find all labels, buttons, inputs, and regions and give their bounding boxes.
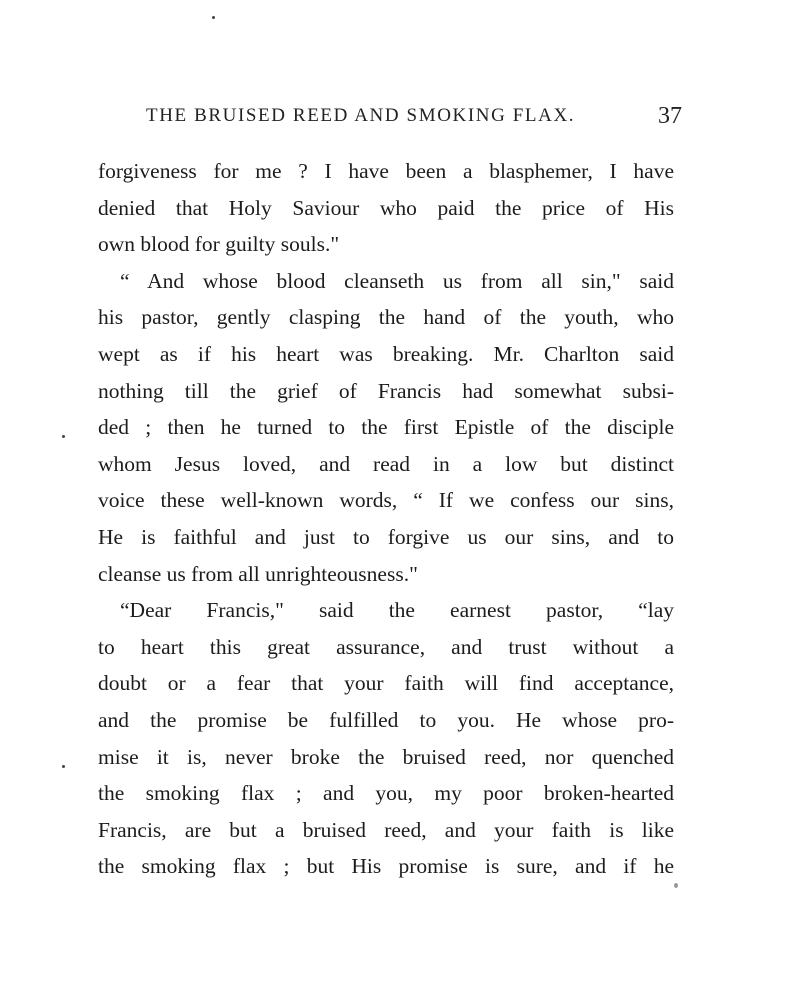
text-line: the smoking flax ; but His promise is sure, and if he — [98, 854, 674, 879]
page-number: 37 — [658, 103, 682, 129]
running-title: THE BRUISED REED AND SMOKING FLAX. — [146, 105, 576, 126]
text-line: own blood for guilty souls." — [98, 232, 340, 257]
text-line: forgiveness for me ? I have been a blasphemer, I have — [98, 159, 674, 183]
scan-speck — [62, 435, 65, 438]
scan-speck — [212, 16, 215, 19]
text-line: “Dear Francis," said the earnest pastor, “lay — [120, 598, 674, 623]
text-line: nothing till the grief of Francis had somewhat subsi- — [98, 378, 674, 403]
scan-speck — [674, 883, 678, 888]
text-line: denied that Holy Saviour who paid the price of His — [98, 195, 674, 220]
text-line: doubt or a fear that your faith will find acceptance, — [98, 671, 674, 696]
text-line: the smoking flax ; and you, my poor broken-hearted — [98, 781, 674, 806]
text-line: wept as if his heart was breaking. Mr. Charlton said — [98, 341, 674, 366]
text-line: ded ; then he turned to the first Epistle of the disciple — [98, 415, 674, 440]
text-line: “ And whose blood cleanseth us from all sin," said — [120, 268, 674, 293]
text-line: voice these well-known words, “ If we confess our sins, — [98, 488, 674, 513]
body-text — [98, 153, 674, 885]
text-line: mise it is, never broke the bruised reed, nor quenched — [98, 744, 674, 769]
text-line: Francis, are but a bruised reed, and your faith is like — [98, 817, 674, 842]
text-line: He is faithful and just to forgive us our sins, and to — [98, 524, 674, 549]
scan-speck — [62, 765, 65, 768]
text-line: and the promise be fulfilled to you. He whose pro- — [98, 707, 674, 732]
page-header — [146, 103, 682, 133]
text-line: whom Jesus loved, and read in a low but distinct — [98, 451, 674, 476]
text-line: cleanse us from all unrighteousness." — [98, 561, 418, 586]
text-line: to heart this great assurance, and trust without a — [98, 634, 674, 659]
text-line: his pastor, gently clasping the hand of the youth, who — [98, 305, 674, 330]
